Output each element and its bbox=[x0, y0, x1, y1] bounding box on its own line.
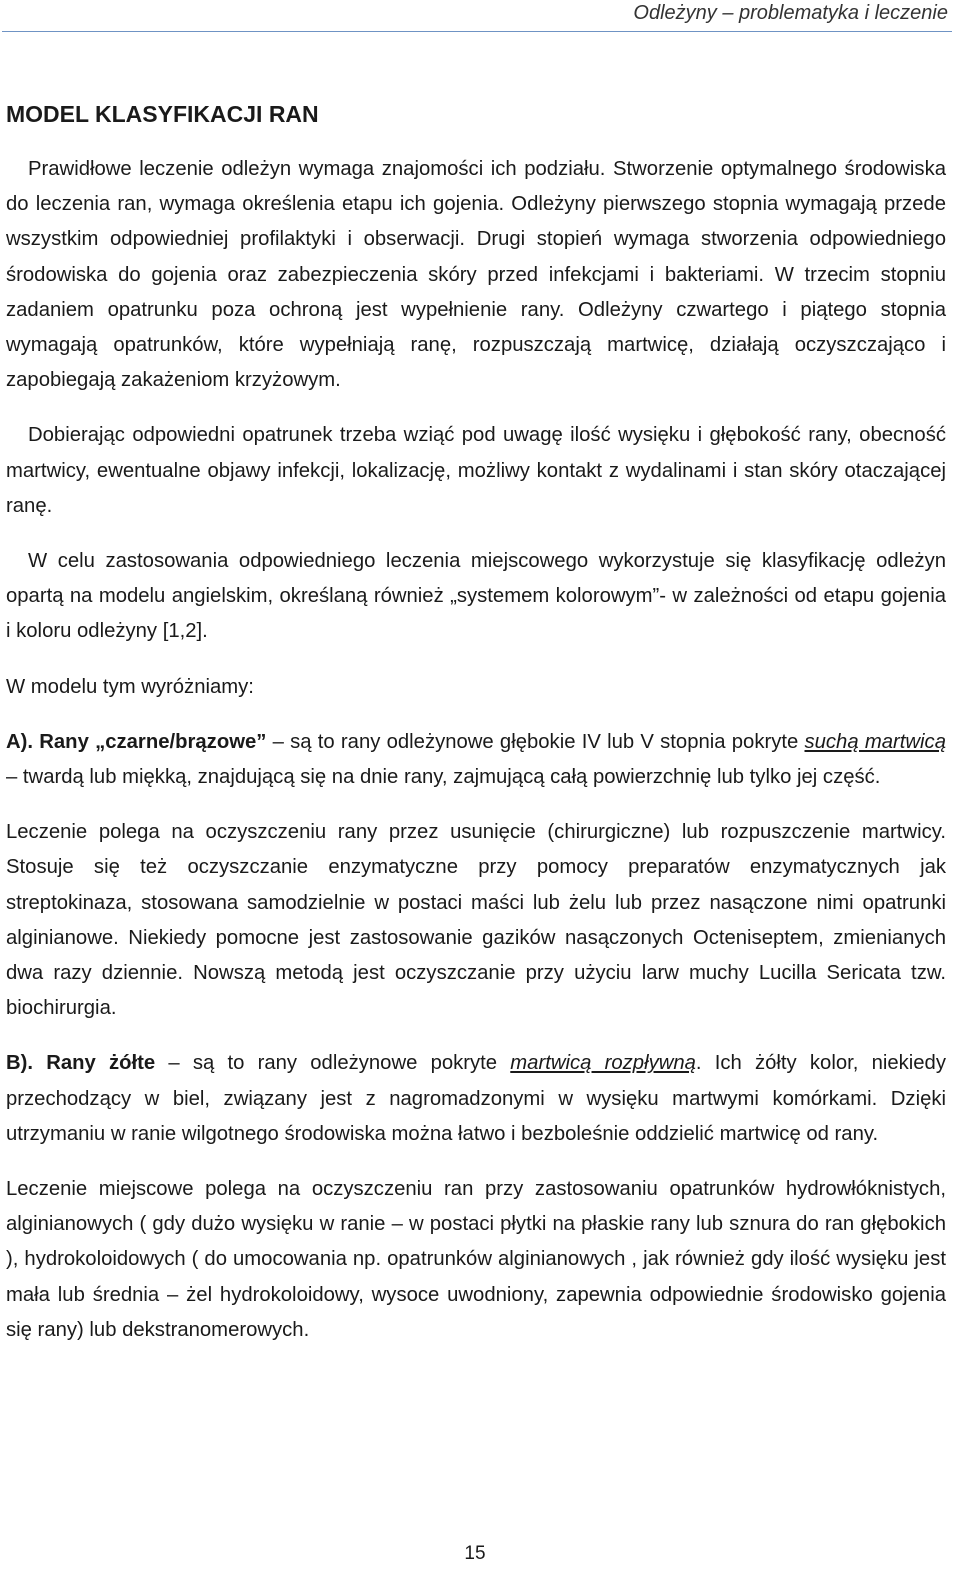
paragraph-color-system: W celu zastosowania odpowiedniego leczenia miejscowego wykorzystuje się klasyfikację odleżyn opartą na modelu angielskim, określaną również „systemem kolorowym”- w zależności od etapu gojenia i koloru odleżyny [1,2]. bbox=[6, 550, 946, 643]
header-divider bbox=[2, 31, 952, 32]
black-wounds-label: A). Rany „czarne/brązowe” bbox=[6, 730, 267, 753]
page-number: 15 bbox=[464, 1543, 486, 1564]
yellow-wounds-label: B). Rany żółte bbox=[6, 1052, 156, 1075]
paragraph-yellow-wounds-treatment: Leczenie miejscowe polega na oczyszczeniu ran przy zastosowaniu opatrunków hydrowłóknistych, alginianowych ( gdy dużo wysięku w ranie – w postaci płytki na płaskie rany lub sznura do ran głębokich ), hydrokoloidowych ( do umocowania np. opatrunków alginianowych , jak również gdy ilość wysięku jest mała lub średnia – żel hydrokoloidowy, wysoce uwodniony, zapewnia odpowiednie środowisko gojenia się rany) lub dekstranomerowych. bbox=[6, 1178, 946, 1341]
running-header: Odleżyny – problematyka i leczenie bbox=[633, 2, 948, 24]
yellow-wounds-text-2: . Ich żółty kolor, niekiedy przechodzący w biel, związany jest z nagromadzonymi w wysięku martwymi komórkami. Dzięki utrzymaniu w ranie wilgotnego środowiska można łatwo i bezboleśnie oddzielić martwicę od rany. bbox=[6, 1052, 946, 1145]
section-title: MODEL KLASYFIKACJI RAN bbox=[6, 101, 319, 127]
paragraph-yellow-wounds bbox=[6, 1046, 946, 1152]
paragraph-black-wounds bbox=[6, 725, 946, 795]
black-wounds-emphasis: suchą martwicą bbox=[804, 730, 946, 753]
yellow-wounds-emphasis: martwicą rozpływną bbox=[510, 1052, 696, 1075]
paragraph-dressing-selection: Dobierając odpowiedni opatrunek trzeba wziąć pod uwagę ilość wysięku i głębokość rany, obecność martwicy, ewentualne objawy infekcji, lokalizację, możliwy kontakt z wydalinami i stan skóry otaczającej ranę. bbox=[6, 424, 946, 517]
black-wounds-text-2: – twardą lub miękką, znajdującą się na dnie rany, zajmującą całą powierzchnię lub tylko jej część. bbox=[6, 766, 881, 789]
document-body bbox=[6, 152, 946, 1348]
paragraph-black-wounds-treatment: Leczenie polega na oczyszczeniu rany przez usunięcie (chirurgiczne) lub rozpuszczenie martwicy. Stosuje się też oczyszczanie enzymatyczne przy pomocy preparatów enzymatycznych jak streptokinaza, stosowana samodzielnie w postaci maści lub żelu lub przez nasączone nimi opatrunki alginianowe. Niekiedy pomocne jest zastosowanie gazików nasączonych Octeniseptem, zmienianych dwa razy dziennie. Nowszą metodą jest oczyszczanie przy użyciu larw muchy Lucilla Sericata tzw. biochirurgia. bbox=[6, 821, 946, 1020]
yellow-wounds-text-1: – są to rany odleżynowe pokryte bbox=[155, 1052, 511, 1075]
paragraph-model-lead: W modelu tym wyróżniamy: bbox=[6, 675, 254, 698]
black-wounds-text-1: – są to rany odleżynowe głębokie IV lub V stopnia pokryte bbox=[266, 730, 805, 753]
paragraph-classification-intro: Prawidłowe leczenie odleżyn wymaga znajomości ich podziału. Stworzenie optymalnego środowiska do leczenia ran, wymaga określenia etapu ich gojenia. Odleżyny pierwszego stopnia wymagają przede wszystkim odpowiedniej profilaktyki i obserwacji. Drugi stopień wymaga stworzenia odpowiedniego środowiska do gojenia oraz zabezpieczenia skóry przed infekcjami i bakteriami. W trzecim stopniu zadaniem opatrunku poza ochroną jest wypełnienie rany. Odleżyny czwartego i piątego stopnia wymagają opatrunków, które wypełniają ranę, rozpuszczają martwicę, działają oczyszczająco i zapobiegają zakażeniom krzyżowym. bbox=[6, 158, 946, 392]
